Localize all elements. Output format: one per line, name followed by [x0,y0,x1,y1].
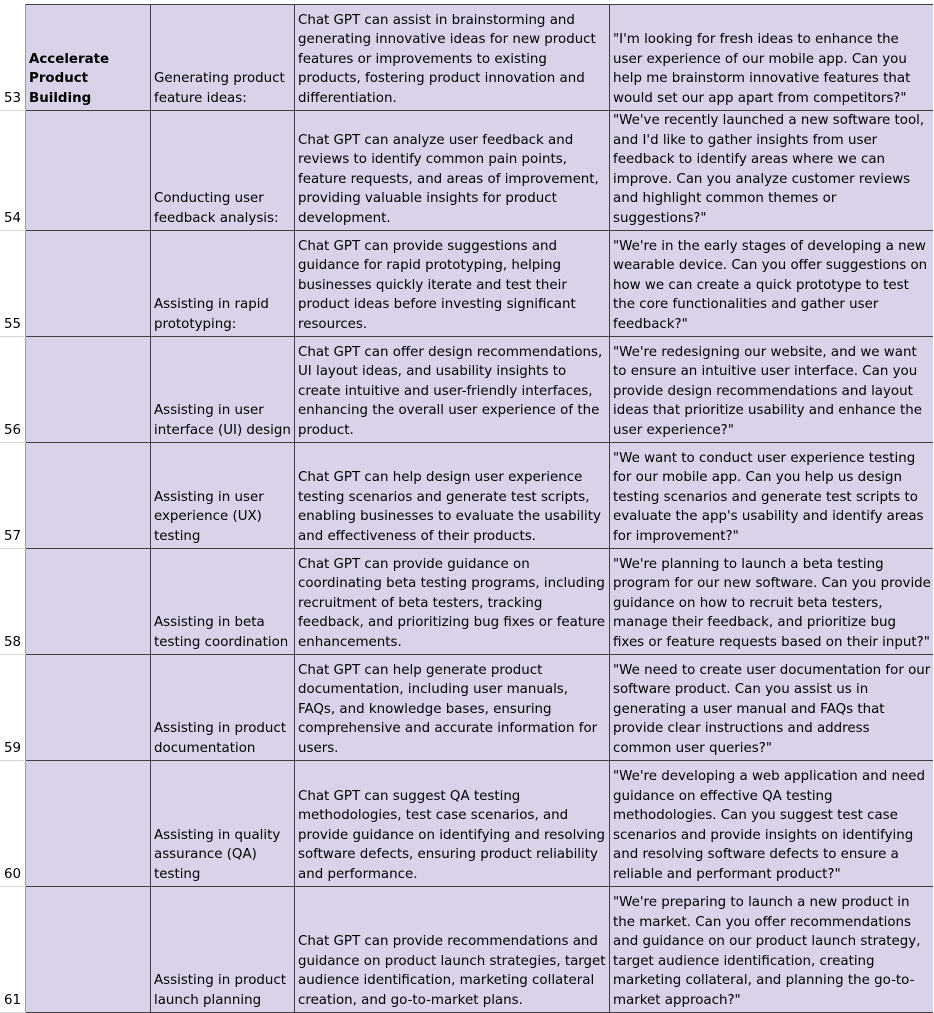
category-cell[interactable] [26,655,151,761]
description-cell[interactable]: Chat GPT can help design user experience testing scenarios and generate test scripts, enabling businesses to evaluate the usability and effectiveness of their products. [295,443,610,549]
row-header[interactable]: 58 [0,549,26,655]
prompt-cell[interactable]: "I'm looking for fresh ideas to enhance the user experience of our mobile app. Can you help me brainstorm innovative features that would set our app apart from competitors?" [610,5,934,111]
feature-cell[interactable]: Assisting in beta testing coordination [151,549,295,655]
description-cell[interactable]: Chat GPT can provide guidance on coordinating beta testing programs, including recruitment of beta testers, tracking feedback, and prioritizing bug fixes or feature enhancements. [295,549,610,655]
description-cell[interactable]: Chat GPT can suggest QA testing methodologies, test case scenarios, and provide guidance on identifying and resolving software defects, ensuring product reliability and performance. [295,761,610,887]
description-cell[interactable]: Chat GPT can analyze user feedback and reviews to identify common pain points, feature requests, and areas of improvement, providing valuable insights for product development. [295,111,610,231]
prompt-cell[interactable]: "We're preparing to launch a new product in the market. Can you offer recommendations and guidance on our product launch strategy, target audience identification, creating marketing collateral, and planning the go-to-market approach?" [610,887,934,1013]
row-header[interactable]: 55 [0,231,26,337]
row-header[interactable]: 53 [0,5,26,111]
feature-cell[interactable]: Assisting in user experience (UX) testing [151,443,295,549]
table-row [0,887,933,1013]
row-header[interactable]: 60 [0,761,26,887]
row-header[interactable]: 54 [0,111,26,231]
feature-cell[interactable]: Assisting in user interface (UI) design [151,337,295,443]
table-row [0,337,933,443]
prompt-cell[interactable]: "We're planning to launch a beta testing program for our new software. Can you provide guidance on how to recruit beta testers, manage their feedback, and prioritize bug fixes or feature requests based on their input?" [610,549,934,655]
category-cell[interactable] [26,231,151,337]
feature-cell[interactable]: Assisting in product launch planning [151,887,295,1013]
description-cell[interactable]: Chat GPT can offer design recommendations, UI layout ideas, and usability insights to create intuitive and user-friendly interfaces, enhancing the overall user experience of the product. [295,337,610,443]
category-cell[interactable] [26,111,151,231]
row-header[interactable]: 59 [0,655,26,761]
feature-cell[interactable]: Generating product feature ideas: [151,5,295,111]
row-header[interactable]: 61 [0,887,26,1013]
category-cell[interactable] [26,761,151,887]
table-row [0,5,933,111]
table-row [0,549,933,655]
description-cell[interactable]: Chat GPT can assist in brainstorming and generating innovative ideas for new product features or improvements to existing products, fostering product innovation and differentiation. [295,5,610,111]
category-cell[interactable]: Accelerate Product Building [26,5,151,111]
table-row [0,655,933,761]
category-cell[interactable] [26,337,151,443]
prompt-cell[interactable]: "We're redesigning our website, and we want to ensure an intuitive user interface. Can you provide design recommendations and layout ideas that prioritize usability and enhance the user experience?" [610,337,934,443]
feature-cell[interactable]: Assisting in quality assurance (QA) testing [151,761,295,887]
table-row [0,761,933,887]
description-cell[interactable]: Chat GPT can provide recommendations and guidance on product launch strategies, target audience identification, marketing collateral creation, and go-to-market plans. [295,887,610,1013]
table-row [0,111,933,231]
category-cell[interactable] [26,443,151,549]
description-cell[interactable]: Chat GPT can help generate product documentation, including user manuals, FAQs, and knowledge bases, ensuring comprehensive and accurate information for users. [295,655,610,761]
data-table [0,4,933,1013]
category-cell[interactable] [26,549,151,655]
table-row [0,443,933,549]
prompt-cell[interactable]: "We need to create user documentation for our software product. Can you assist us in generating a user manual and FAQs that provide clear instructions and address common user queries?" [610,655,934,761]
prompt-cell[interactable]: "We're developing a web application and need guidance on effective QA testing methodologies. Can you suggest test case scenarios and provide insights on identifying and resolving software defects to ensure a reliable and performant product?" [610,761,934,887]
category-cell[interactable] [26,887,151,1013]
row-header[interactable]: 57 [0,443,26,549]
table-row [0,231,933,337]
feature-cell[interactable]: Assisting in product documentation [151,655,295,761]
row-header[interactable]: 56 [0,337,26,443]
prompt-cell[interactable]: "We've recently launched a new software tool, and I'd like to gather insights from user feedback to identify areas where we can improve. Can you analyze customer reviews and highlight common themes or suggestions?" [610,111,934,231]
prompt-cell[interactable]: "We're in the early stages of developing a new wearable device. Can you offer suggestions on how we can create a quick prototype to test the core functionalities and gather user feedback?" [610,231,934,337]
feature-cell[interactable]: Conducting user feedback analysis: [151,111,295,231]
prompt-cell[interactable]: "We want to conduct user experience testing for our mobile app. Can you help us design testing scenarios and generate test scripts to evaluate the app's usability and identify areas for improvement?" [610,443,934,549]
description-cell[interactable]: Chat GPT can provide suggestions and guidance for rapid prototyping, helping businesses quickly iterate and test their product ideas before investing significant resources. [295,231,610,337]
feature-cell[interactable]: Assisting in rapid prototyping: [151,231,295,337]
